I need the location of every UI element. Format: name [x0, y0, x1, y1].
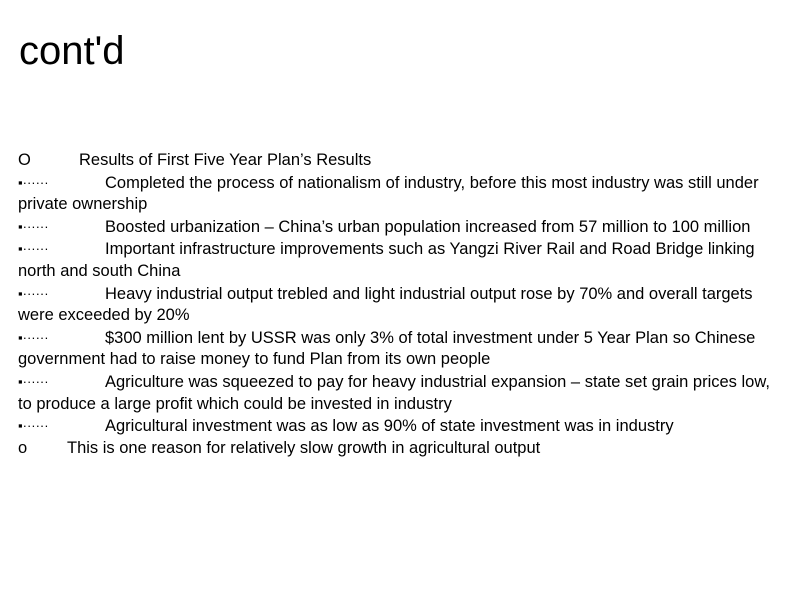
square-bullet-icon: ▪······ [18, 241, 49, 257]
content-body [18, 150, 788, 459]
slide-title: cont'd [19, 29, 125, 73]
bullet-item [18, 371, 788, 415]
bullet-text: Agricultural investment was as low as 90% of state investment was in industry [105, 417, 674, 436]
bullet-text: Heavy industrial output trebled and light industrial output rose by 70% and overall targets were exceeded by 20% [18, 284, 753, 325]
square-bullet-icon: ▪······ [18, 418, 49, 434]
heading-text: Results of First Five Year Plan’s Results [79, 151, 372, 169]
square-bullet-icon: ▪······ [18, 218, 49, 234]
bullet-item [18, 172, 788, 216]
bullet-text: Agriculture was squeezed to pay for heavy industrial expansion – state set grain prices low, to produce a large profit which could be invested in industry [18, 372, 770, 413]
sub-bullet-text: This is one reason for relatively slow growth in agricultural output [67, 438, 541, 457]
square-bullet-icon: ▪······ [18, 285, 49, 301]
bullet-item [18, 327, 788, 371]
bullet-text: $300 million lent by USSR was only 3% of total investment under 5 Year Plan so Chinese government had to raise money to fund Plan from its own people [18, 328, 756, 369]
square-bullet-icon: ▪······ [18, 373, 49, 389]
bullet-item [18, 283, 788, 327]
bullet-item [18, 415, 788, 438]
bullet-text: Important infrastructure improvements such as Yangzi River Rail and Road Bridge linking north and south China [18, 240, 755, 280]
circle-bullet-icon: o [18, 438, 28, 457]
section-heading [18, 150, 788, 172]
bullet-text: Completed the process of nationalism of industry, before this most industry was still under private ownership [18, 173, 759, 214]
square-bullet-icon: ▪······ [18, 174, 49, 190]
sub-bullet-item [18, 438, 788, 460]
heading-marker: O [18, 151, 31, 169]
bullet-text: Boosted urbanization – China’s urban population increased from 57 million to 100 million [105, 217, 751, 236]
bullet-item [18, 238, 788, 282]
bullet-item [18, 216, 788, 239]
square-bullet-icon: ▪······ [18, 329, 49, 345]
